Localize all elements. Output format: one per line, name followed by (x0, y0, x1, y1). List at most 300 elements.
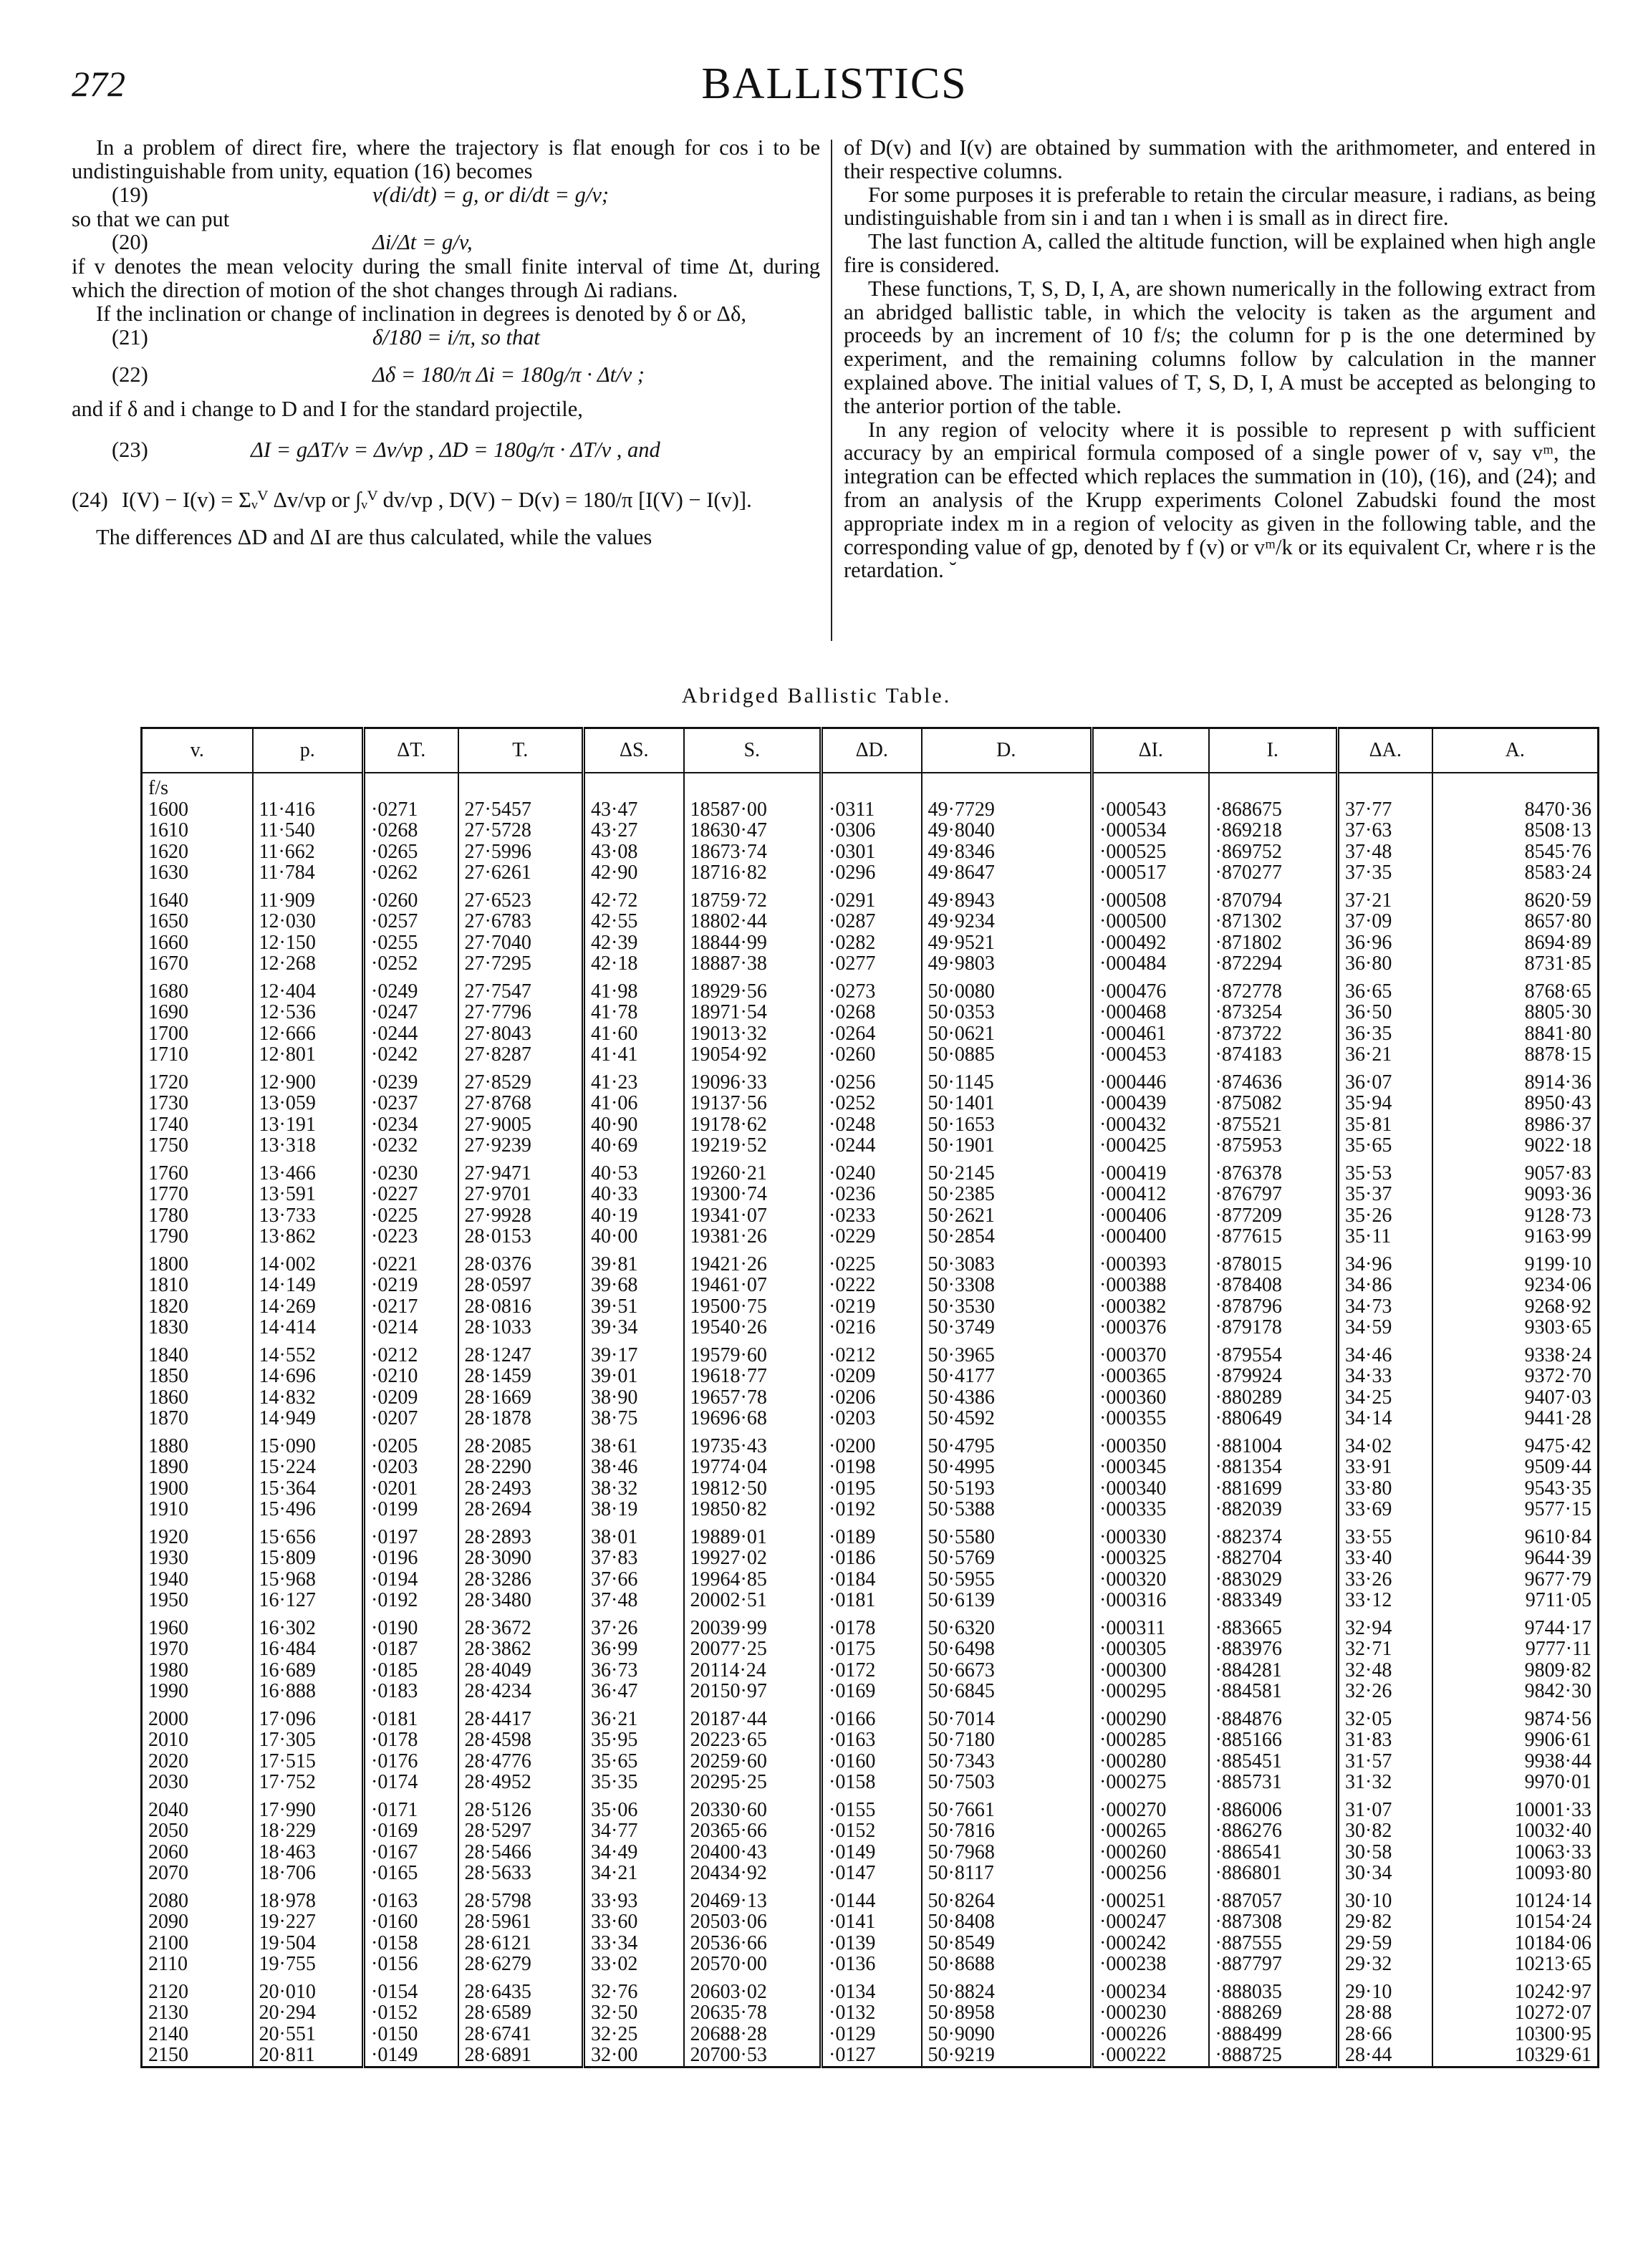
cell-i: ·875082 (1209, 1093, 1338, 1114)
cell-s: 19774·04 (684, 1457, 822, 1478)
cell-delta-t: ·0255 (364, 932, 458, 954)
cell-s: 20039·99 (684, 1611, 822, 1639)
cell-delta-s: 39·81 (584, 1248, 684, 1275)
table-row (142, 1296, 1599, 1318)
cell-i: ·869218 (1209, 820, 1338, 841)
cell-delta-a: 33·69 (1338, 1499, 1432, 1520)
cell-i: ·882039 (1209, 1499, 1338, 1520)
cell-d: 50·3530 (922, 1296, 1092, 1318)
cell-t: 28·1878 (458, 1408, 584, 1429)
cell-delta-s: 35·35 (584, 1772, 684, 1793)
cell-s: 19540·26 (684, 1317, 822, 1338)
cell-i: ·886276 (1209, 1820, 1338, 1842)
cell-delta-t: ·0223 (364, 1226, 458, 1248)
table-row (142, 1639, 1599, 1660)
table-row (142, 1842, 1599, 1863)
cell-d: 49·8346 (922, 841, 1092, 863)
cell-i: ·887555 (1209, 1933, 1338, 1954)
cell-s: 20330·60 (684, 1793, 822, 1821)
cell-a: 9610·84 (1432, 1520, 1599, 1548)
cell-delta-d: ·0134 (822, 1975, 922, 2003)
cell-delta-d: ·0129 (822, 2024, 922, 2045)
cell-i: ·884281 (1209, 1660, 1338, 1681)
table-row (142, 1590, 1599, 1611)
cell-a: 10329·61 (1432, 2045, 1599, 2067)
cell-delta-t: ·0262 (364, 862, 458, 884)
cell-i: ·882374 (1209, 1520, 1338, 1548)
table-row (142, 2024, 1599, 2045)
cell-t: 28·6589 (458, 2002, 584, 2024)
cell-d: 50·8408 (922, 1911, 1092, 1933)
cell-delta-i: ·000345 (1092, 1457, 1209, 1478)
cell-delta-i: ·000534 (1092, 820, 1209, 841)
cell-d: 49·9521 (922, 932, 1092, 954)
cell-delta-i: ·000270 (1092, 1793, 1209, 1821)
cell-p: 15·090 (253, 1429, 364, 1457)
header-i: I. (1209, 728, 1338, 773)
table-row (142, 1729, 1599, 1751)
cell-t: 28·3672 (458, 1611, 584, 1639)
cell-delta-s: 42·72 (584, 884, 684, 912)
cell-s: 20503·06 (684, 1911, 822, 1933)
table-row (142, 932, 1599, 954)
cell-delta-t: ·0207 (364, 1408, 458, 1429)
cell-s: 19461·07 (684, 1275, 822, 1296)
cell-delta-a: 34·46 (1338, 1338, 1432, 1366)
table-row (142, 1820, 1599, 1842)
cell-s: 19735·43 (684, 1429, 822, 1457)
cell-delta-a: 30·58 (1338, 1842, 1432, 1863)
table-row (142, 1660, 1599, 1681)
cell-delta-s: 41·23 (584, 1066, 684, 1094)
cell-t: 28·6279 (458, 1954, 584, 1975)
paragraph: if v denotes the mean velocity during the small finite interval of time Δt, during which the direction of motion of the shot changes through Δi radians. (72, 254, 820, 303)
cell-v: 1970 (148, 1638, 188, 1660)
table-row (142, 1023, 1599, 1045)
cell-s: 20635·78 (684, 2002, 822, 2024)
table-row (142, 2002, 1599, 2024)
table-row (142, 1954, 1599, 1975)
cell-delta-d: ·0209 (822, 1366, 922, 1387)
cell-a: 8986·37 (1432, 1114, 1599, 1136)
cell-delta-s: 39·01 (584, 1366, 684, 1387)
cell-delta-t: ·0225 (364, 1205, 458, 1227)
cell-i: ·881699 (1209, 1478, 1338, 1500)
cell-delta-s: 35·06 (584, 1793, 684, 1821)
cell-delta-a: 33·26 (1338, 1569, 1432, 1591)
cell-s: 18673·74 (684, 841, 822, 863)
cell-t: 28·1459 (458, 1366, 584, 1387)
cell-delta-d: ·0212 (822, 1338, 922, 1366)
cell-delta-s: 34·21 (584, 1863, 684, 1884)
cell-p: 15·496 (253, 1499, 364, 1520)
cell-p: 14·552 (253, 1338, 364, 1366)
table-row (142, 884, 1599, 912)
cell-v: 1710 (148, 1043, 188, 1066)
cell-delta-a: 29·10 (1338, 1975, 1432, 2003)
cell-d: 50·2854 (922, 1226, 1092, 1248)
cell-delta-i: ·000251 (1092, 1884, 1209, 1912)
cell-delta-t: ·0165 (364, 1863, 458, 1884)
cell-delta-d: ·0256 (822, 1066, 922, 1094)
cell-delta-s: 41·98 (584, 975, 684, 1003)
cell-s: 19178·62 (684, 1114, 822, 1136)
cell-delta-d: ·0264 (822, 1023, 922, 1045)
cell-delta-d: ·0225 (822, 1248, 922, 1275)
cell-delta-a: 32·94 (1338, 1611, 1432, 1639)
cell-delta-i: ·000260 (1092, 1842, 1209, 1863)
table-row (142, 1793, 1599, 1821)
cell-t: 28·6435 (458, 1975, 584, 2003)
table-row (142, 1548, 1599, 1569)
cell-i: ·879924 (1209, 1366, 1338, 1387)
cell-s: 19260·21 (684, 1157, 822, 1184)
cell-s: 19300·74 (684, 1184, 822, 1205)
cell-delta-s: 40·19 (584, 1205, 684, 1227)
equation-formula: v(di/dt) = g, or di/dt = g/v; (372, 182, 610, 207)
cell-p: 12·404 (253, 975, 364, 1003)
cell-d: 50·4592 (922, 1408, 1092, 1429)
cell-t: 28·5961 (458, 1911, 584, 1933)
cell-delta-i: ·000275 (1092, 1772, 1209, 1793)
cell-p: 19·755 (253, 1954, 364, 1975)
cell-delta-d: ·0277 (822, 953, 922, 975)
cell-delta-t: ·0183 (364, 1681, 458, 1702)
cell-delta-d: ·0192 (822, 1499, 922, 1520)
cell-d: 50·8958 (922, 2002, 1092, 2024)
cell-delta-d: ·0127 (822, 2045, 922, 2067)
cell-a: 9093·36 (1432, 1184, 1599, 1205)
cell-d: 50·2145 (922, 1157, 1092, 1184)
cell-a: 8914·36 (1432, 1066, 1599, 1094)
cell-d: 50·6139 (922, 1590, 1092, 1611)
cell-d: 50·6320 (922, 1611, 1092, 1639)
cell-a: 10032·40 (1432, 1820, 1599, 1842)
header-delta-a: ΔA. (1338, 728, 1432, 773)
cell-v: 1860 (148, 1386, 188, 1409)
cell-delta-a: 28·44 (1338, 2045, 1432, 2067)
cell-d: 49·8647 (922, 862, 1092, 884)
cell-delta-a: 35·81 (1338, 1114, 1432, 1136)
cell-delta-d: ·0268 (822, 1002, 922, 1023)
cell-s: 20688·28 (684, 2024, 822, 2045)
header-p: p. (253, 728, 364, 773)
cell-delta-a: 36·50 (1338, 1002, 1432, 1023)
cell-d: 50·1401 (922, 1093, 1092, 1114)
cell-t: 28·4776 (458, 1751, 584, 1772)
cell-delta-s: 33·02 (584, 1954, 684, 1975)
cell-v: 1760 (148, 1162, 188, 1184)
cell-delta-a: 31·83 (1338, 1729, 1432, 1751)
cell-t: 28·1033 (458, 1317, 584, 1338)
cell-d: 50·5769 (922, 1548, 1092, 1569)
cell-delta-d: ·0260 (822, 1044, 922, 1066)
cell-a: 9677·79 (1432, 1569, 1599, 1591)
cell-delta-i: ·000446 (1092, 1066, 1209, 1094)
cell-t: 28·0376 (458, 1248, 584, 1275)
cell-v: 1910 (148, 1498, 188, 1520)
header-d: D. (922, 728, 1092, 773)
table-row (142, 1478, 1599, 1500)
cell-i: ·878796 (1209, 1296, 1338, 1318)
cell-s: 19657·78 (684, 1387, 822, 1409)
cell-p: 12·536 (253, 1002, 364, 1023)
cell-p: 16·689 (253, 1660, 364, 1681)
cell-i: ·888269 (1209, 2002, 1338, 2024)
cell-p: 17·096 (253, 1702, 364, 1730)
cell-a: 9022·18 (1432, 1135, 1599, 1157)
cell-d: 50·8824 (922, 1975, 1092, 2003)
cell-d: 50·8549 (922, 1933, 1092, 1954)
cell-delta-s: 38·90 (584, 1387, 684, 1409)
cell-t: 28·6891 (458, 2045, 584, 2067)
equation-20 (72, 231, 820, 255)
cell-a: 9407·03 (1432, 1387, 1599, 1409)
cell-t: 28·4598 (458, 1729, 584, 1751)
cell-s: 18630·47 (684, 820, 822, 841)
cell-delta-s: 35·65 (584, 1751, 684, 1772)
cell-v: 1810 (148, 1274, 188, 1296)
cell-s: 18929·56 (684, 975, 822, 1003)
cell-p: 15·224 (253, 1457, 364, 1478)
cell-delta-s: 38·75 (584, 1408, 684, 1429)
cell-i: ·887797 (1209, 1954, 1338, 1975)
cell-v: 1840 (148, 1343, 188, 1366)
cell-i: ·885451 (1209, 1751, 1338, 1772)
cell-a: 10093·80 (1432, 1863, 1599, 1884)
cell-delta-i: ·000265 (1092, 1820, 1209, 1842)
cell-delta-s: 40·00 (584, 1226, 684, 1248)
cell-d: 50·7014 (922, 1702, 1092, 1730)
cell-delta-d: ·0244 (822, 1135, 922, 1157)
cell-s: 19812·50 (684, 1478, 822, 1500)
cell-delta-a: 34·14 (1338, 1408, 1432, 1429)
cell-delta-s: 41·06 (584, 1093, 684, 1114)
cell-delta-s: 42·39 (584, 932, 684, 954)
cell-t: 28·2893 (458, 1520, 584, 1548)
cell-delta-d: ·0147 (822, 1863, 922, 1884)
cell-delta-t: ·0194 (364, 1569, 458, 1591)
cell-s: 20077·25 (684, 1639, 822, 1660)
cell-d: 50·4386 (922, 1387, 1092, 1409)
cell-delta-d: ·0216 (822, 1317, 922, 1338)
cell-s: 20603·02 (684, 1975, 822, 2003)
cell-delta-s: 32·00 (584, 2045, 684, 2067)
cell-delta-a: 37·77 (1338, 799, 1432, 821)
header-t: T. (458, 728, 584, 773)
cell-p: 16·484 (253, 1639, 364, 1660)
table-body (142, 773, 1599, 2067)
cell-delta-i: ·000517 (1092, 862, 1209, 884)
cell-s: 20223·65 (684, 1729, 822, 1751)
cell-a: 9268·92 (1432, 1296, 1599, 1318)
cell-delta-a: 35·11 (1338, 1226, 1432, 1248)
header-delta-s: ΔS. (584, 728, 684, 773)
cell-i: ·888035 (1209, 1975, 1338, 2003)
table-row (142, 1975, 1599, 2003)
cell-d: 50·1653 (922, 1114, 1092, 1136)
table-row (142, 1226, 1599, 1248)
cell-delta-d: ·0132 (822, 2002, 922, 2024)
cell-p: 15·364 (253, 1478, 364, 1500)
cell-delta-i: ·000335 (1092, 1499, 1209, 1520)
cell-t: 27·5457 (458, 799, 584, 821)
cell-t: 28·3090 (458, 1548, 584, 1569)
cell-t: 27·9928 (458, 1205, 584, 1227)
table-caption: Abridged Ballistic Table. (681, 684, 952, 708)
cell-i: ·872294 (1209, 953, 1338, 975)
cell-delta-d: ·0306 (822, 820, 922, 841)
cell-delta-i: ·000295 (1092, 1681, 1209, 1702)
cell-a: 8657·80 (1432, 911, 1599, 932)
cell-i: ·883665 (1209, 1611, 1338, 1639)
cell-delta-a: 37·09 (1338, 911, 1432, 932)
cell-t: 28·0816 (458, 1296, 584, 1318)
equation-24 (72, 476, 820, 526)
cell-delta-t: ·0232 (364, 1135, 458, 1157)
cell-t: 28·5466 (458, 1842, 584, 1863)
cell-p: 17·990 (253, 1793, 364, 1821)
cell-delta-d: ·0240 (822, 1157, 922, 1184)
cell-i: ·871302 (1209, 911, 1338, 932)
cell-delta-a: 33·55 (1338, 1520, 1432, 1548)
cell-delta-t: ·0214 (364, 1317, 458, 1338)
cell-delta-d: ·0189 (822, 1520, 922, 1548)
cell-delta-a: 34·25 (1338, 1387, 1432, 1409)
cell-a: 8470·36 (1432, 799, 1599, 821)
paragraph: The last function A, called the altitude function, will be explained when high angle fire is considered. (844, 229, 1596, 277)
cell-delta-s: 42·90 (584, 862, 684, 884)
cell-v: 1630 (148, 862, 188, 884)
cell-i: ·887308 (1209, 1911, 1338, 1933)
cell-delta-d: ·0136 (822, 1954, 922, 1975)
header-delta-d: ΔD. (822, 728, 922, 773)
cell-delta-s: 38·32 (584, 1478, 684, 1500)
cell-delta-d: ·0200 (822, 1429, 922, 1457)
cell-v: 2060 (148, 1840, 188, 1863)
cell-delta-d: ·0172 (822, 1660, 922, 1681)
cell-v: 2010 (148, 1729, 188, 1751)
cell-delta-a: 36·96 (1338, 932, 1432, 954)
cell-delta-t: ·0260 (364, 884, 458, 912)
cell-delta-a: 37·35 (1338, 862, 1432, 884)
cell-v: 1960 (148, 1616, 188, 1639)
cell-p: 14·696 (253, 1366, 364, 1387)
table-row (142, 1066, 1599, 1094)
cell-delta-s: 37·66 (584, 1569, 684, 1591)
equation-21 (72, 326, 820, 350)
cell-d: 50·5388 (922, 1499, 1092, 1520)
cell-p: 20·551 (253, 2024, 364, 2045)
header-a: A. (1432, 728, 1599, 773)
cell-delta-i: ·000468 (1092, 1002, 1209, 1023)
equation-number: (24) (72, 487, 108, 512)
cell-delta-i: ·000360 (1092, 1387, 1209, 1409)
cell-d: 49·8943 (922, 884, 1092, 912)
cell-t: 27·7295 (458, 953, 584, 975)
table-row (142, 2045, 1599, 2067)
cell-t: 27·9701 (458, 1184, 584, 1205)
cell-delta-i: ·000382 (1092, 1296, 1209, 1318)
cell-delta-s: 33·60 (584, 1911, 684, 1933)
paragraph: For some purposes it is preferable to retain the circular measure, i radians, as being undistinguishable from sin i and tan ı when i is small as in direct fire. (844, 182, 1596, 231)
cell-delta-a: 36·07 (1338, 1066, 1432, 1094)
table-row (142, 1863, 1599, 1884)
cell-delta-d: ·0166 (822, 1702, 922, 1730)
cell-a: 9970·01 (1432, 1772, 1599, 1793)
cell-t: 27·5996 (458, 841, 584, 863)
header-delta-i: ΔI. (1092, 728, 1209, 773)
cell-a: 8545·76 (1432, 841, 1599, 863)
cell-v: 2030 (148, 1771, 188, 1793)
cell-v: 2040 (148, 1798, 188, 1821)
cell-s: 18587·00 (684, 799, 822, 821)
equation-formula: Δδ = 180/π Δi = 180g/π · Δt/v ; (372, 362, 645, 387)
cell-delta-d: ·0155 (822, 1793, 922, 1821)
cell-delta-i: ·000222 (1092, 2045, 1209, 2067)
cell-a: 9644·39 (1432, 1548, 1599, 1569)
cell-s: 20150·97 (684, 1681, 822, 1702)
cell-delta-a: 32·71 (1338, 1639, 1432, 1660)
cell-i: ·877615 (1209, 1226, 1338, 1248)
cell-t: 27·8529 (458, 1066, 584, 1094)
cell-delta-t: ·0197 (364, 1520, 458, 1548)
cell-i: ·878015 (1209, 1248, 1338, 1275)
cell-delta-d: ·0178 (822, 1611, 922, 1639)
table-row (142, 1751, 1599, 1772)
cell-p: 20·294 (253, 2002, 364, 2024)
cell-v: 1990 (148, 1680, 188, 1702)
cell-delta-t: ·0163 (364, 1884, 458, 1912)
cell-delta-d: ·0301 (822, 841, 922, 863)
cell-s: 19381·26 (684, 1226, 822, 1248)
cell-delta-t: ·0176 (364, 1751, 458, 1772)
cell-t: 28·4417 (458, 1702, 584, 1730)
cell-delta-t: ·0210 (364, 1366, 458, 1387)
cell-delta-a: 37·63 (1338, 820, 1432, 841)
cell-p: 11·662 (253, 841, 364, 863)
paragraph: The differences ΔD and ΔI are thus calculated, while the values (96, 524, 652, 549)
cell-s: 18716·82 (684, 862, 822, 884)
cell-delta-d: ·0186 (822, 1548, 922, 1569)
cell-a: 8508·13 (1432, 820, 1599, 841)
cell-s: 20187·44 (684, 1702, 822, 1730)
cell-delta-s: 37·83 (584, 1548, 684, 1569)
cell-p: 18·463 (253, 1842, 364, 1863)
cell-p: 12·150 (253, 932, 364, 954)
cell-a: 9128·73 (1432, 1205, 1599, 1227)
cell-p: 12·801 (253, 1044, 364, 1066)
cell-d: 50·0353 (922, 1002, 1092, 1023)
table-row (142, 1114, 1599, 1136)
cell-a: 9199·10 (1432, 1248, 1599, 1275)
cell-t: 28·2085 (458, 1429, 584, 1457)
cell-delta-t: ·0221 (364, 1248, 458, 1275)
cell-d: 50·2385 (922, 1184, 1092, 1205)
cell-v: 1640 (148, 889, 188, 912)
cell-p: 18·978 (253, 1884, 364, 1912)
cell-delta-i: ·000388 (1092, 1275, 1209, 1296)
cell-i: ·885731 (1209, 1772, 1338, 1793)
cell-delta-s: 33·93 (584, 1884, 684, 1912)
table-row (142, 799, 1599, 821)
cell-i: ·874636 (1209, 1066, 1338, 1094)
cell-a: 10242·97 (1432, 1975, 1599, 2003)
cell-t: 27·6261 (458, 862, 584, 884)
cell-delta-s: 40·33 (584, 1184, 684, 1205)
cell-delta-d: ·0198 (822, 1457, 922, 1478)
cell-p: 14·414 (253, 1317, 364, 1338)
